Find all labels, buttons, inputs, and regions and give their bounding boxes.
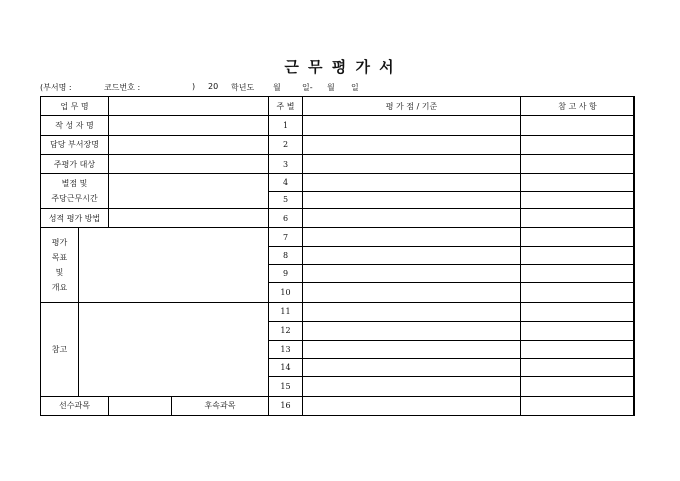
eval-cell[interactable] [303,155,521,174]
note-label: 참고 [41,302,79,396]
reference-cell[interactable] [521,396,635,415]
week-number: 12 [269,322,303,340]
year-label: 20 [208,82,219,91]
week-number: 13 [269,340,303,358]
table-row [41,228,635,246]
reference-cell[interactable] [521,174,635,191]
note-field[interactable] [79,302,269,396]
header-info-line [40,82,640,94]
code-label: 코드번호 : [104,83,141,92]
reference-cell[interactable] [521,155,635,174]
prereq-label: 선수과목 [41,396,109,415]
goal-label-line4: 개요 [51,283,68,293]
month-label-2: 월 [327,83,335,92]
week-number: 5 [269,191,303,208]
dept-label: (부서명 : [40,83,72,92]
reference-cell[interactable] [521,191,635,208]
table-row [41,135,635,154]
eval-cell[interactable] [303,340,521,358]
eval-cell[interactable] [303,358,521,376]
week-number: 3 [269,155,303,174]
goal-label-line3: 및 [55,268,64,278]
week-number: 7 [269,228,303,246]
reference-cell[interactable] [521,116,635,135]
reference-cell[interactable] [521,246,635,264]
eval-cell[interactable] [303,209,521,228]
dept-head-label: 담당 부서장명 [41,135,109,154]
reference-cell[interactable] [521,358,635,376]
job-name-field[interactable] [109,97,269,116]
week-number: 9 [269,265,303,283]
reference-cell[interactable] [521,265,635,283]
day-label-2: 일 [351,83,359,92]
eval-cell[interactable] [303,174,521,191]
method-label: 성적 평가 방법 [41,209,109,228]
dept-head-field[interactable] [109,135,269,154]
reference-cell[interactable] [521,340,635,358]
followup-label: 후속과목 [172,396,269,415]
week-number: 10 [269,283,303,302]
reference-cell[interactable] [521,283,635,302]
prereq-field[interactable] [109,396,172,415]
job-name-header: 업 무 명 [41,97,109,116]
extra-hours-label-line2: 주당근무시간 [51,194,98,204]
target-label: 주평가 대상 [41,155,109,174]
goal-field[interactable] [79,228,269,302]
grade-label: 학년도 [231,83,255,92]
week-number: 14 [269,358,303,376]
evaluation-form-table [40,96,635,416]
week-header: 주 별 [269,97,303,116]
week-number: 1 [269,116,303,135]
extra-hours-label-line1: 별점 및 [61,179,88,189]
eval-cell[interactable] [303,191,521,208]
reference-cell[interactable] [521,302,635,321]
goal-label-line1: 평가 [51,237,68,247]
week-number: 6 [269,209,303,228]
eval-header: 평 가 점 / 기준 [303,97,521,116]
eval-cell[interactable] [303,228,521,246]
extra-hours-label [41,174,109,209]
month-label-1: 월 [273,83,281,92]
writer-field[interactable] [109,116,269,135]
week-number: 15 [269,377,303,396]
table-row [41,155,635,174]
eval-cell[interactable] [303,396,521,415]
eval-cell[interactable] [303,265,521,283]
table-row [41,209,635,228]
reference-cell[interactable] [521,209,635,228]
goal-label [41,228,79,302]
table-row [41,396,635,415]
eval-cell[interactable] [303,116,521,135]
week-number: 8 [269,246,303,264]
eval-cell[interactable] [303,246,521,264]
target-field[interactable] [109,155,269,174]
week-number: 11 [269,302,303,321]
page-title: 근 무 평 가 서 [284,58,396,76]
week-number: 2 [269,135,303,154]
method-field[interactable] [109,209,269,228]
week-number: 16 [269,396,303,415]
eval-cell[interactable] [303,302,521,321]
eval-cell[interactable] [303,283,521,302]
table-header-row [41,97,635,116]
reference-cell[interactable] [521,228,635,246]
extra-hours-field[interactable] [109,174,269,209]
eval-cell[interactable] [303,322,521,340]
day-label-1: 일- [302,83,313,92]
paren-close: ) [192,82,196,91]
eval-cell[interactable] [303,135,521,154]
week-number: 4 [269,174,303,191]
reference-cell[interactable] [521,377,635,396]
table-row [41,302,635,321]
reference-cell[interactable] [521,322,635,340]
table-row [41,116,635,135]
goal-label-line2: 목표 [51,252,68,262]
table-row [41,174,635,191]
reference-header: 참 고 사 항 [521,97,635,116]
writer-label: 작 성 자 명 [41,116,109,135]
eval-cell[interactable] [303,377,521,396]
reference-cell[interactable] [521,135,635,154]
